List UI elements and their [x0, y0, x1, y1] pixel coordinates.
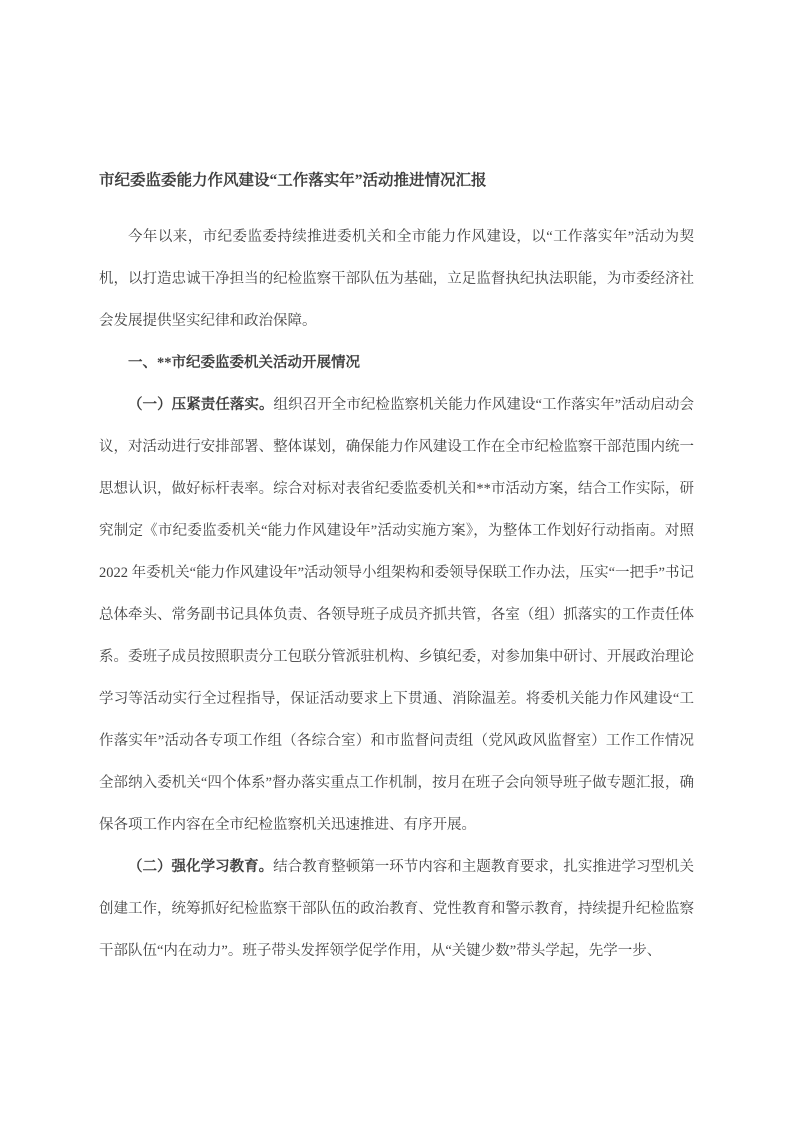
paragraph-2-lead: （二）强化学习教育。 [128, 859, 274, 875]
section-heading: 一、**市纪委监委机关活动开展情况 [128, 355, 360, 371]
paragraph-1-lead: （一）压紧责任落实。 [128, 397, 274, 413]
document-title: 市纪委监委能力作风建设“工作落实年”活动推进情况汇报 [99, 172, 487, 189]
paragraph-2 [99, 846, 694, 972]
paragraph-1 [99, 384, 694, 846]
paragraph-1-text: 组织召开全市纪检监察机关能力作风建设“工作落实年”活动启动会议，对活动进行安排部署、整体谋划，确保能力作风建设工作在全市纪检监察干部范围内统一思想认识，做好标杆表率。综合对标对表省纪委监委机关和**市活动方案，结合工作实际，研究制定《市纪委监委机关“能力作风建设年”活动实施方案》，为整体工作划好行动指南。对照 2022 年委机关“能力作风建设年”活动领导小组架构和委领导保联工作办法，压实“一把手”书记总体牵头、常务副书记具体负责、各领导班子成员齐抓共管，各室（组）抓落实的工作责任体系。委班子成员按照职责分工包联分管派驻机构、乡镇纪委，对参加集中研讨、开展政治理论学习等活动实行全过程指导，保证活动要求上下贯通、消除温差。将委机关能力作风建设“工作落实年”活动各专项工作组（各综合室）和市监督问责组（党风政风监督室）工作工作情况全部纳入委机关“四个体系”督办落实重点工作机制，按月在班子会向领导班子做专题汇报，确保各项工作内容在全市纪检监察机关迅速推进、有序开展。 [99, 397, 694, 833]
intro-paragraph: 今年以来，市纪委监委持续推进委机关和全市能力作风建设，以“工作落实年”活动为契机，以打造忠诚干净担当的纪检监察干部队伍为基础，立足监督执纪执法职能，为市委经济社会发展提供坚实纪律和政治保障。 [99, 229, 694, 329]
document-body [99, 160, 694, 972]
paragraph-2-text: 结合教育整顿第一环节内容和主题教育要求，扎实推进学习型机关创建工作，统筹抓好纪检监察干部队伍的政治教育、党性教育和警示教育，持续提升纪检监察干部队伍“内在动力”。班子带头发挥领学促学作用，从“关键少数”带头学起，先学一步、 [99, 859, 695, 959]
